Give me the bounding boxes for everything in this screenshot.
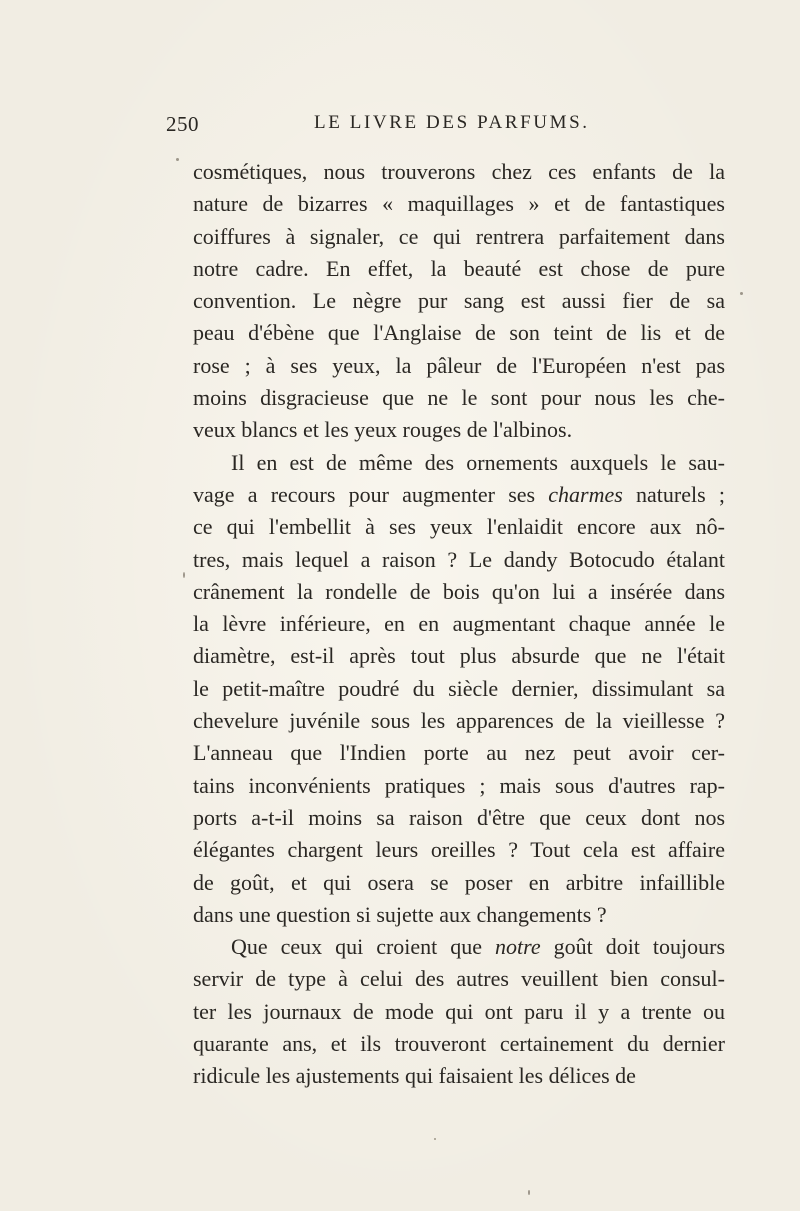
italic-word: notre	[495, 934, 541, 960]
paper-speck	[183, 572, 185, 578]
text-run: moins disgracieuse que ne le sont pour nous les che-	[193, 385, 725, 411]
text-run: la lèvre inférieure, en en augmentant chaque année le	[193, 611, 725, 637]
text-run: ridicule les ajustements qui faisaient les délices de	[193, 1063, 636, 1089]
text-line	[193, 382, 725, 414]
paper-speck	[176, 158, 179, 161]
italic-word: charmes	[548, 481, 623, 507]
text-run: naturels ;	[622, 481, 725, 507]
text-line	[193, 317, 725, 349]
text-line	[193, 479, 725, 511]
text-line	[193, 414, 725, 446]
text-line	[193, 1060, 725, 1092]
text-run: crânement la rondelle de bois qu'on lui a insérée dans	[193, 578, 725, 604]
text-line	[193, 705, 725, 737]
text-run: tains inconvénients pratiques ; mais sous d'autres rap-	[193, 772, 725, 798]
text-line	[193, 447, 725, 479]
text-line	[193, 188, 725, 220]
text-line	[193, 834, 725, 866]
text-line	[193, 996, 725, 1028]
text-line	[193, 867, 725, 899]
text-line	[193, 221, 725, 253]
text-line	[193, 673, 725, 705]
text-line	[193, 285, 725, 317]
text-run: vage a recours pour augmenter ses	[193, 481, 549, 507]
text-line	[193, 1028, 725, 1060]
text-line	[193, 931, 725, 963]
text-line	[193, 899, 725, 931]
text-run: goût doit toujours	[540, 934, 726, 960]
text-run: convention. Le nègre pur sang est aussi fier de sa	[193, 288, 725, 314]
text-run: Il en est de même des ornements auxquels le sau-	[231, 449, 725, 475]
paper-speck	[740, 292, 743, 295]
text-line	[193, 640, 725, 672]
text-run: le petit-maître poudré du siècle dernier, dissimulant sa	[193, 675, 725, 701]
text-run: ter les journaux de mode qui ont paru il y a trente ou	[193, 998, 725, 1024]
text-line	[193, 511, 725, 543]
text-run: nature de bizarres « maquillages » et de fantastiques	[193, 191, 725, 217]
text-run: L'anneau que l'Indien porte au nez peut avoir cer-	[193, 740, 725, 766]
paragraph	[193, 447, 725, 931]
text-run: diamètre, est-il après tout plus absurde que ne l'était	[193, 643, 725, 669]
text-line	[193, 737, 725, 769]
text-run: cosmétiques, nous trouverons chez ces enfants de la	[193, 159, 725, 184]
text-run: rose ; à ses yeux, la pâleur de l'Européen n'est pas	[193, 352, 725, 378]
text-line	[193, 576, 725, 608]
text-line	[193, 544, 725, 576]
text-run: de goût, et qui osera se poser en arbitre infaillible	[193, 869, 725, 895]
text-line	[193, 350, 725, 382]
page-number: 250	[166, 112, 199, 136]
text-line	[193, 963, 725, 995]
text-line	[193, 156, 725, 188]
text-line	[193, 802, 725, 834]
text-run: élégantes chargent leurs oreilles ? Tout cela est affaire	[193, 837, 725, 863]
body-text	[193, 156, 725, 1093]
text-run: tres, mais lequel a raison ? Le dandy Botocudo étalant	[193, 546, 725, 572]
text-run: peau d'ébène que l'Anglaise de son teint de lis et de	[193, 320, 725, 346]
text-run: Que ceux qui croient que	[231, 934, 496, 960]
paper-speck	[528, 1190, 530, 1195]
running-title: LE LIVRE DES PARFUMS.	[314, 112, 590, 133]
paragraph	[193, 931, 725, 1092]
paper-speck	[434, 1138, 436, 1140]
text-run: servir de type à celui des autres veuillent bien consul-	[193, 966, 725, 992]
text-line	[193, 608, 725, 640]
text-run: notre cadre. En effet, la beauté est chose de pure	[193, 255, 725, 281]
paragraph	[193, 156, 725, 447]
text-run: coiffures à signaler, ce qui rentrera parfaitement dans	[193, 223, 725, 249]
text-run: ce qui l'embellit à ses yeux l'enlaidit encore aux nô-	[193, 514, 725, 540]
text-line	[193, 253, 725, 285]
text-run: chevelure juvénile sous les apparences de la vieillesse ?	[193, 708, 725, 734]
text-run: quarante ans, et ils trouveront certainement du dernier	[193, 1031, 725, 1057]
text-line	[193, 770, 725, 802]
page-header	[166, 112, 726, 142]
text-run: dans une question si sujette aux changements ?	[193, 901, 607, 927]
text-run: veux blancs et les yeux rouges de l'albinos.	[193, 417, 573, 443]
text-run: ports a-t-il moins sa raison d'être que ceux dont nos	[193, 804, 725, 830]
